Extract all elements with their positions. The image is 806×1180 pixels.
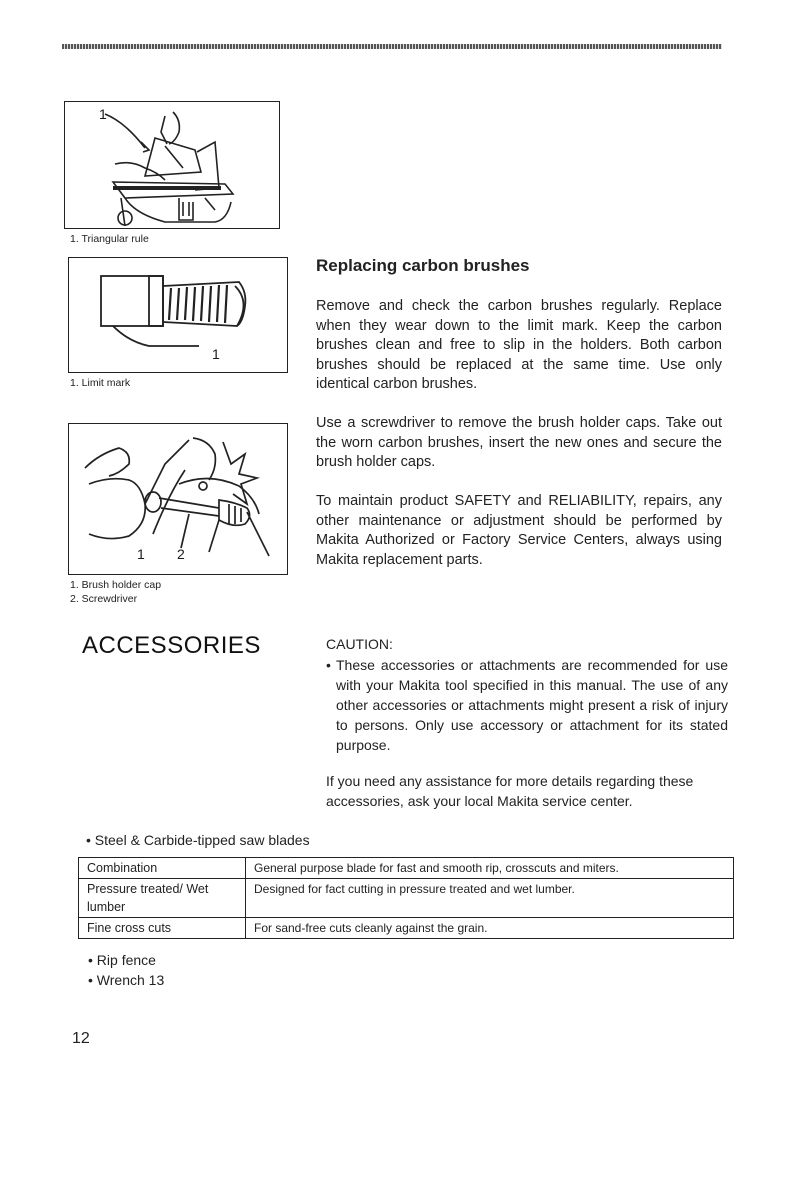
paragraph: To maintain product SAFETY and RELIABILITY, repairs, any other maintenance or adjustment should be performed by Makita Authorized or Factory Service Centers, always using Makita replacement parts. — [316, 493, 722, 568]
table-row — [79, 918, 734, 939]
figure-brush-holder-cap — [68, 423, 288, 575]
caution-label: CAUTION: — [326, 636, 393, 652]
figure-caption: 1. Brush holder cap — [70, 579, 162, 591]
blade-name: Pressure treated/ Wet lumber — [79, 879, 246, 918]
blade-description: Designed for fact cutting in pressure treated and wet lumber. — [246, 879, 734, 918]
caution-text: These accessories or attachments are recommended for use with your Makita tool specified in this manual. The use of any other accessories or attachments might present a risk of injury to persons. Only use accessory or attachment for its stated purpose. — [336, 657, 728, 753]
callout-label: 2 — [177, 546, 185, 562]
figure-caption: 1. Limit mark — [70, 377, 131, 389]
callout-label: 1 — [99, 106, 107, 122]
extra-accessories-list — [88, 950, 164, 990]
list-item: • Wrench 13 — [88, 972, 165, 988]
callout-label: 1 — [212, 346, 220, 362]
triangular-rule-illustration — [65, 102, 279, 228]
blade-name: Fine cross cuts — [79, 918, 246, 939]
bullet: • — [326, 657, 331, 673]
figure-triangular-rule — [64, 101, 280, 229]
assistance-text: If you need any assistance for more details regarding these accessories, ask your local Makita service center. — [326, 773, 694, 809]
blade-description: General purpose blade for fast and smooth rip, crosscuts and miters. — [246, 858, 734, 879]
blade-description: For sand-free cuts cleanly against the grain. — [246, 918, 734, 939]
figure-caption: 1. Triangular rule — [70, 233, 149, 245]
section-heading: Replacing carbon brushes — [316, 256, 530, 275]
list-item: • Rip fence — [88, 952, 156, 968]
callout-label: 1 — [137, 546, 145, 562]
figure-limit-mark — [68, 257, 288, 373]
accessories-title: ACCESSORIES — [82, 632, 261, 659]
saw-blades-table — [78, 857, 734, 939]
top-border — [62, 44, 722, 49]
table-row — [79, 879, 734, 918]
blade-name: Combination — [79, 858, 246, 879]
table-row — [79, 858, 734, 879]
saw-blades-label: • Steel & Carbide-tipped saw blades — [86, 832, 310, 848]
paragraph: Remove and check the carbon brushes regularly. Replace when they wear down to the limit mark. Keep the carbon brushes clean and free to slip in the holders. Both carbon brushes should be replaced at the same time. Use only identical carbon brushes. — [316, 298, 722, 392]
carbon-brush-illustration — [69, 258, 287, 372]
caution-item — [326, 655, 728, 755]
paragraph: Use a screwdriver to remove the brush holder caps. Take out the worn carbon brushes, insert the new ones and secure the brush holder caps. — [316, 415, 722, 470]
figure-caption: 2. Screwdriver — [70, 593, 138, 605]
page-number: 12 — [72, 1030, 90, 1047]
